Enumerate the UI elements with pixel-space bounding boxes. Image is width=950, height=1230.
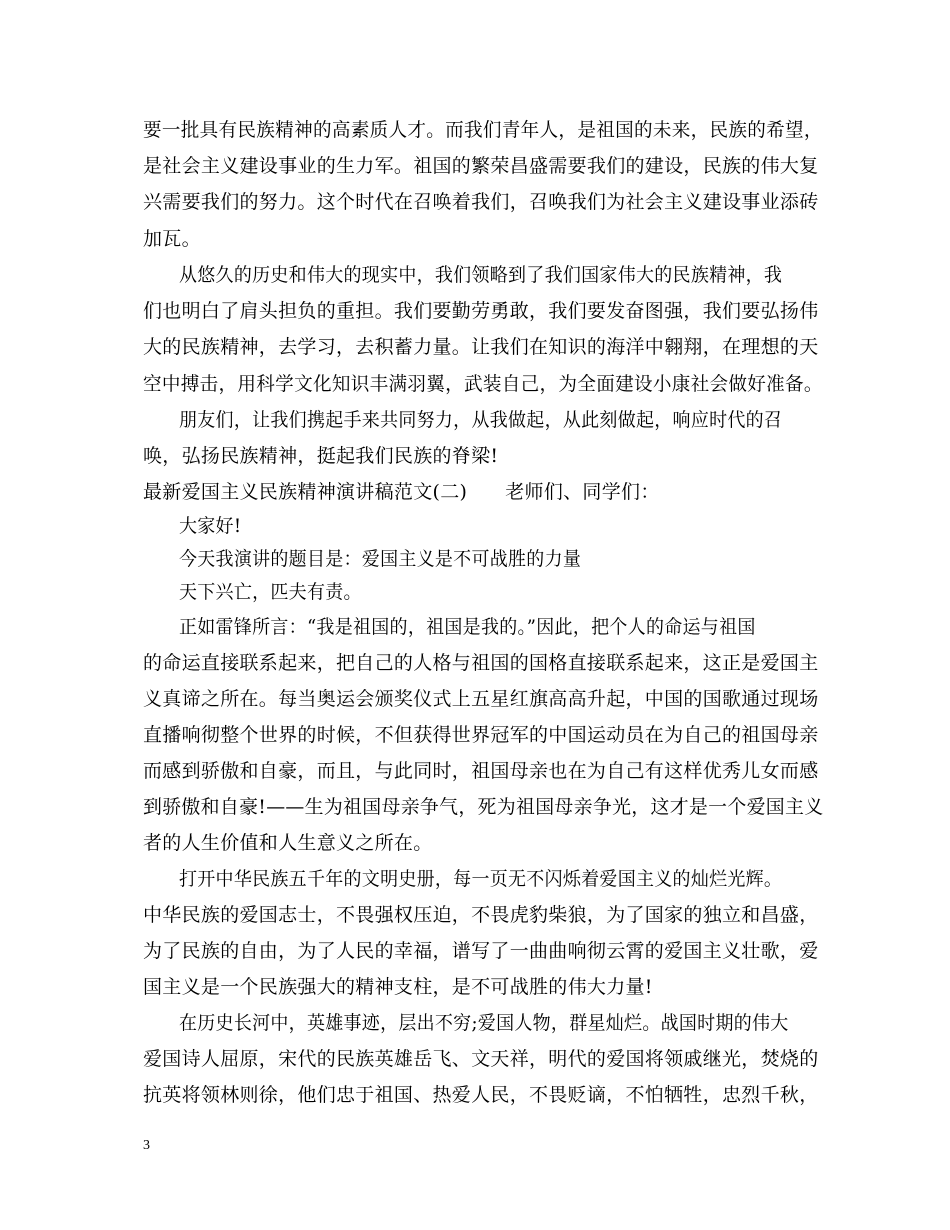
paragraph-line: 抗英将领林则徐，他们忠于祖国、热爱人民，不畏贬谪，不怕牺牲，忠烈千秋， [143,1084,819,1106]
paragraph-line: 爱国诗人屈原，宋代的民族英雄岳飞、文天祥，明代的爱国将领戚继光，焚烧的 [143,1048,819,1070]
paragraph-line: 加瓦。 [143,228,201,250]
paragraph-line: 兴需要我们的努力。这个时代在召唤着我们，召唤我们为社会主义建设事业添砖 [143,191,819,213]
paragraph-line: 朋友们，让我们携起手来共同努力，从我做起，从此刻做起，响应时代的召 [179,409,783,431]
paragraph-line: 国主义是一个民族强大的精神支柱，是不可战胜的伟大力量! [143,976,653,998]
heading-title: 最新爱国主义民族精神演讲稿范文(二) [143,481,468,503]
paragraph-line: 们也明白了肩头担负的重担。我们要勤劳勇敢，我们要发奋图强，我们要弘扬伟 [143,300,819,322]
paragraph-line: 空中搏击，用科学文化知识丰满羽翼，武装自己，为全面建设小康社会做好准备。 [143,373,823,395]
paragraph-line: 为了民族的自由，为了人民的幸福，谱写了一曲曲响彻云霄的爱国主义壮歌，爱 [143,940,819,962]
paragraph-line: 在历史长河中，英雄事迹，层出不穷;爱国人物，群星灿烂。战国时期的伟大 [179,1012,789,1034]
paragraph-line: 是社会主义建设事业的生力军。祖国的繁荣昌盛需要我们的建设，民族的伟大复 [143,155,819,177]
paragraph-line: 打开中华民族五千年的文明史册，每一页无不闪烁着爱国主义的灿烂光辉。 [179,868,783,890]
paragraph-line: 者的人生价值和人生意义之所在。 [143,832,433,854]
section-heading [143,480,823,504]
page-number: 3 [143,1138,150,1153]
heading-salutation: 老师们、同学们： [505,481,660,503]
paragraph-line: 到骄傲和自豪!——生为祖国母亲争气，死为祖国母亲争光，这才是一个爱国主义 [143,796,824,818]
paragraph-line: 要一批具有民族精神的高素质人才。而我们青年人，是祖国的未来，民族的希望， [143,119,823,141]
paragraph-line: 今天我演讲的题目是：爱国主义是不可战胜的力量 [179,548,582,570]
paragraph-line: 而感到骄傲和自豪，而且，与此同时，祖国母亲也在为自己有这样优秀儿女而感 [143,760,819,782]
paragraph-line: 直播响彻整个世界的时候，不但获得世界冠军的中国运动员在为自己的祖国母亲 [143,724,819,746]
paragraph-line: 义真谛之所在。每当奥运会颁奖仪式上五星红旗高高升起，中国的国歌通过现场 [143,688,819,710]
paragraph-line: 中华民族的爱国志士，不畏强权压迫，不畏虎豹柴狼，为了国家的独立和昌盛， [143,904,819,926]
paragraph-line: 大的民族精神，去学习，去积蓄力量。让我们在知识的海洋中翱翔，在理想的天 [143,336,819,358]
paragraph-line: 从悠久的历史和伟大的现实中，我们领略到了我们国家伟大的民族精神，我 [179,264,783,286]
paragraph-line: 唤，弘扬民族精神，挺起我们民族的脊梁! [143,445,499,467]
paragraph-line: 天下兴亡，匹夫有责。 [179,581,362,603]
paragraph-line: 正如雷锋所言：“我是祖国的，祖国是我的。”因此，把个人的命运与祖国 [179,616,756,638]
paragraph-line: 大家好! [179,515,242,537]
paragraph-line: 的命运直接联系起来，把自己的人格与祖国的国格直接联系起来，这正是爱国主 [143,652,819,674]
